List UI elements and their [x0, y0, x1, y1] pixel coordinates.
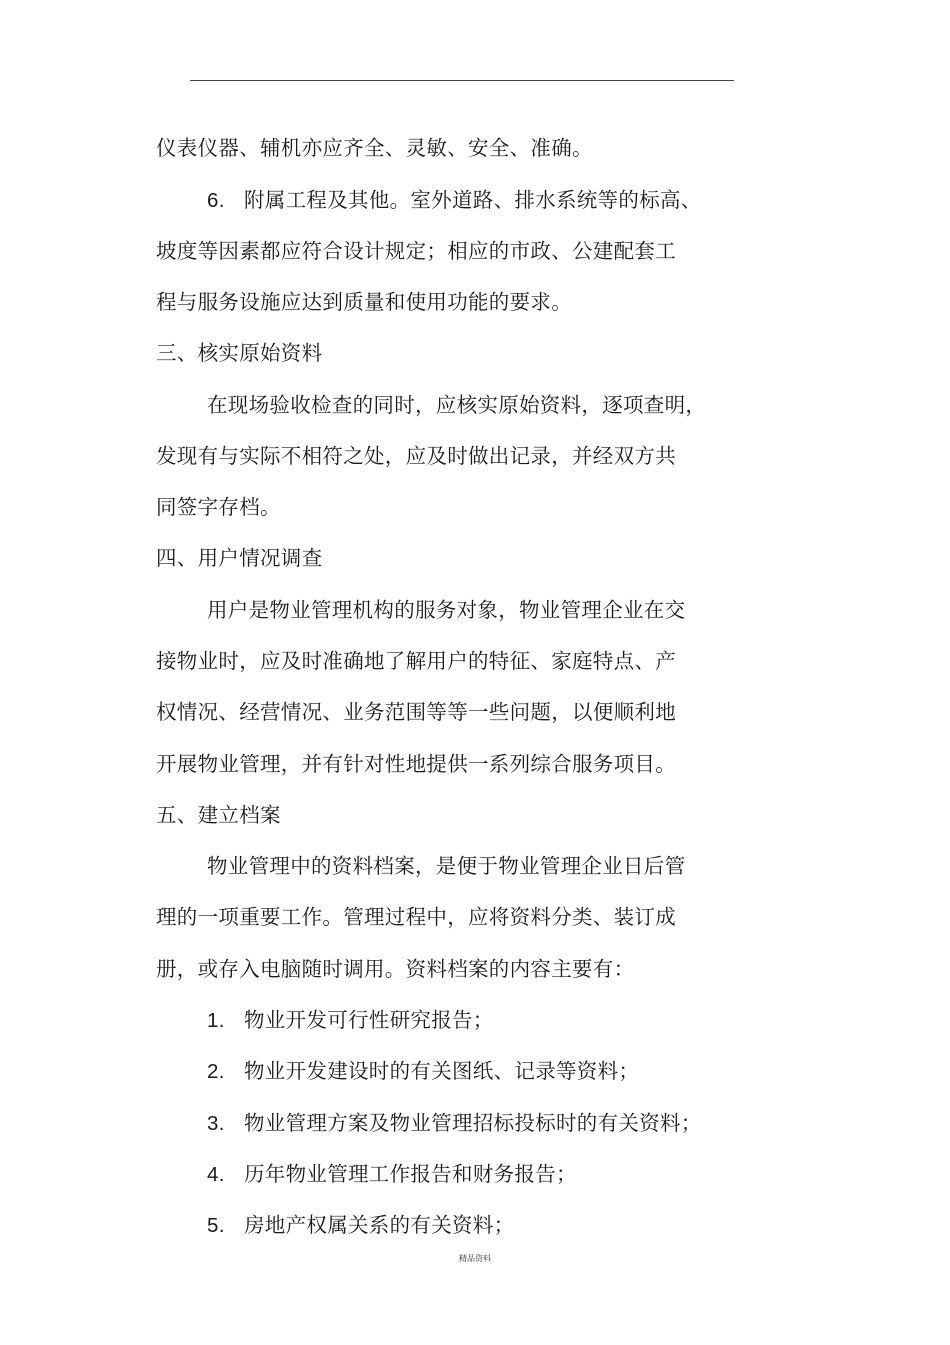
- page-footer: 精品资料: [459, 1254, 491, 1263]
- section-heading: 四、用户情况调查: [156, 546, 323, 570]
- text-line: 同签字存档。: [156, 495, 281, 519]
- text-line: 坡度等因素都应符合设计规定；相应的市政、公建配套工: [156, 239, 676, 263]
- paragraph-first-line: 在现场验收检查的同时，应核实原始资料，逐项查明，: [207, 393, 707, 417]
- item-number: 2.: [207, 1060, 225, 1083]
- text-line: 册，或存入电脑随时调用。资料档案的内容主要有：: [156, 957, 635, 981]
- text-line: 发现有与实际不相符之处，应及时做出记录，并经双方共: [156, 444, 676, 468]
- list-item: 3. 物业管理方案及物业管理招标投标时的有关资料；: [207, 1111, 702, 1135]
- text-line: 程与服务设施应达到质量和使用功能的要求。: [156, 290, 572, 314]
- list-item: 6. 附属工程及其他。室外道路、排水系统等的标高、: [207, 188, 702, 212]
- item-number: 4.: [207, 1163, 225, 1186]
- text-line: 接物业时，应及时准确地了解用户的特征、家庭特点、产: [156, 649, 676, 673]
- paragraph-first-line: 用户是物业管理机构的服务对象，物业管理企业在交: [207, 598, 686, 622]
- text-line: 理的一项重要工作。管理过程中，应将资料分类、装订成: [156, 905, 676, 929]
- text-line: 开展物业管理，并有针对性地提供一系列综合服务项目。: [156, 752, 676, 776]
- header-rule: [190, 80, 734, 81]
- item-number: 5.: [207, 1214, 225, 1237]
- text-line: 权情况、经营情况、业务范围等等一些问题，以便顺利地: [156, 700, 676, 724]
- item-number: 1.: [207, 1009, 225, 1032]
- list-item: 5. 房地产权属关系的有关资料；: [207, 1213, 515, 1237]
- list-item: 4. 历年物业管理工作报告和财务报告；: [207, 1162, 577, 1186]
- section-heading: 三、核实原始资料: [156, 341, 323, 365]
- section-heading: 五、建立档案: [156, 803, 281, 827]
- item-number: 3.: [207, 1112, 225, 1135]
- text-line: 仪表仪器、辅机亦应齐全、灵敏、安全、准确。: [156, 136, 593, 160]
- list-item: 2. 物业开发建设时的有关图纸、记录等资料；: [207, 1059, 640, 1083]
- item-number: 6.: [207, 189, 225, 212]
- paragraph-first-line: 物业管理中的资料档案，是便于物业管理企业日后管: [207, 854, 686, 878]
- list-item: 1. 物业开发可行性研究报告；: [207, 1008, 494, 1032]
